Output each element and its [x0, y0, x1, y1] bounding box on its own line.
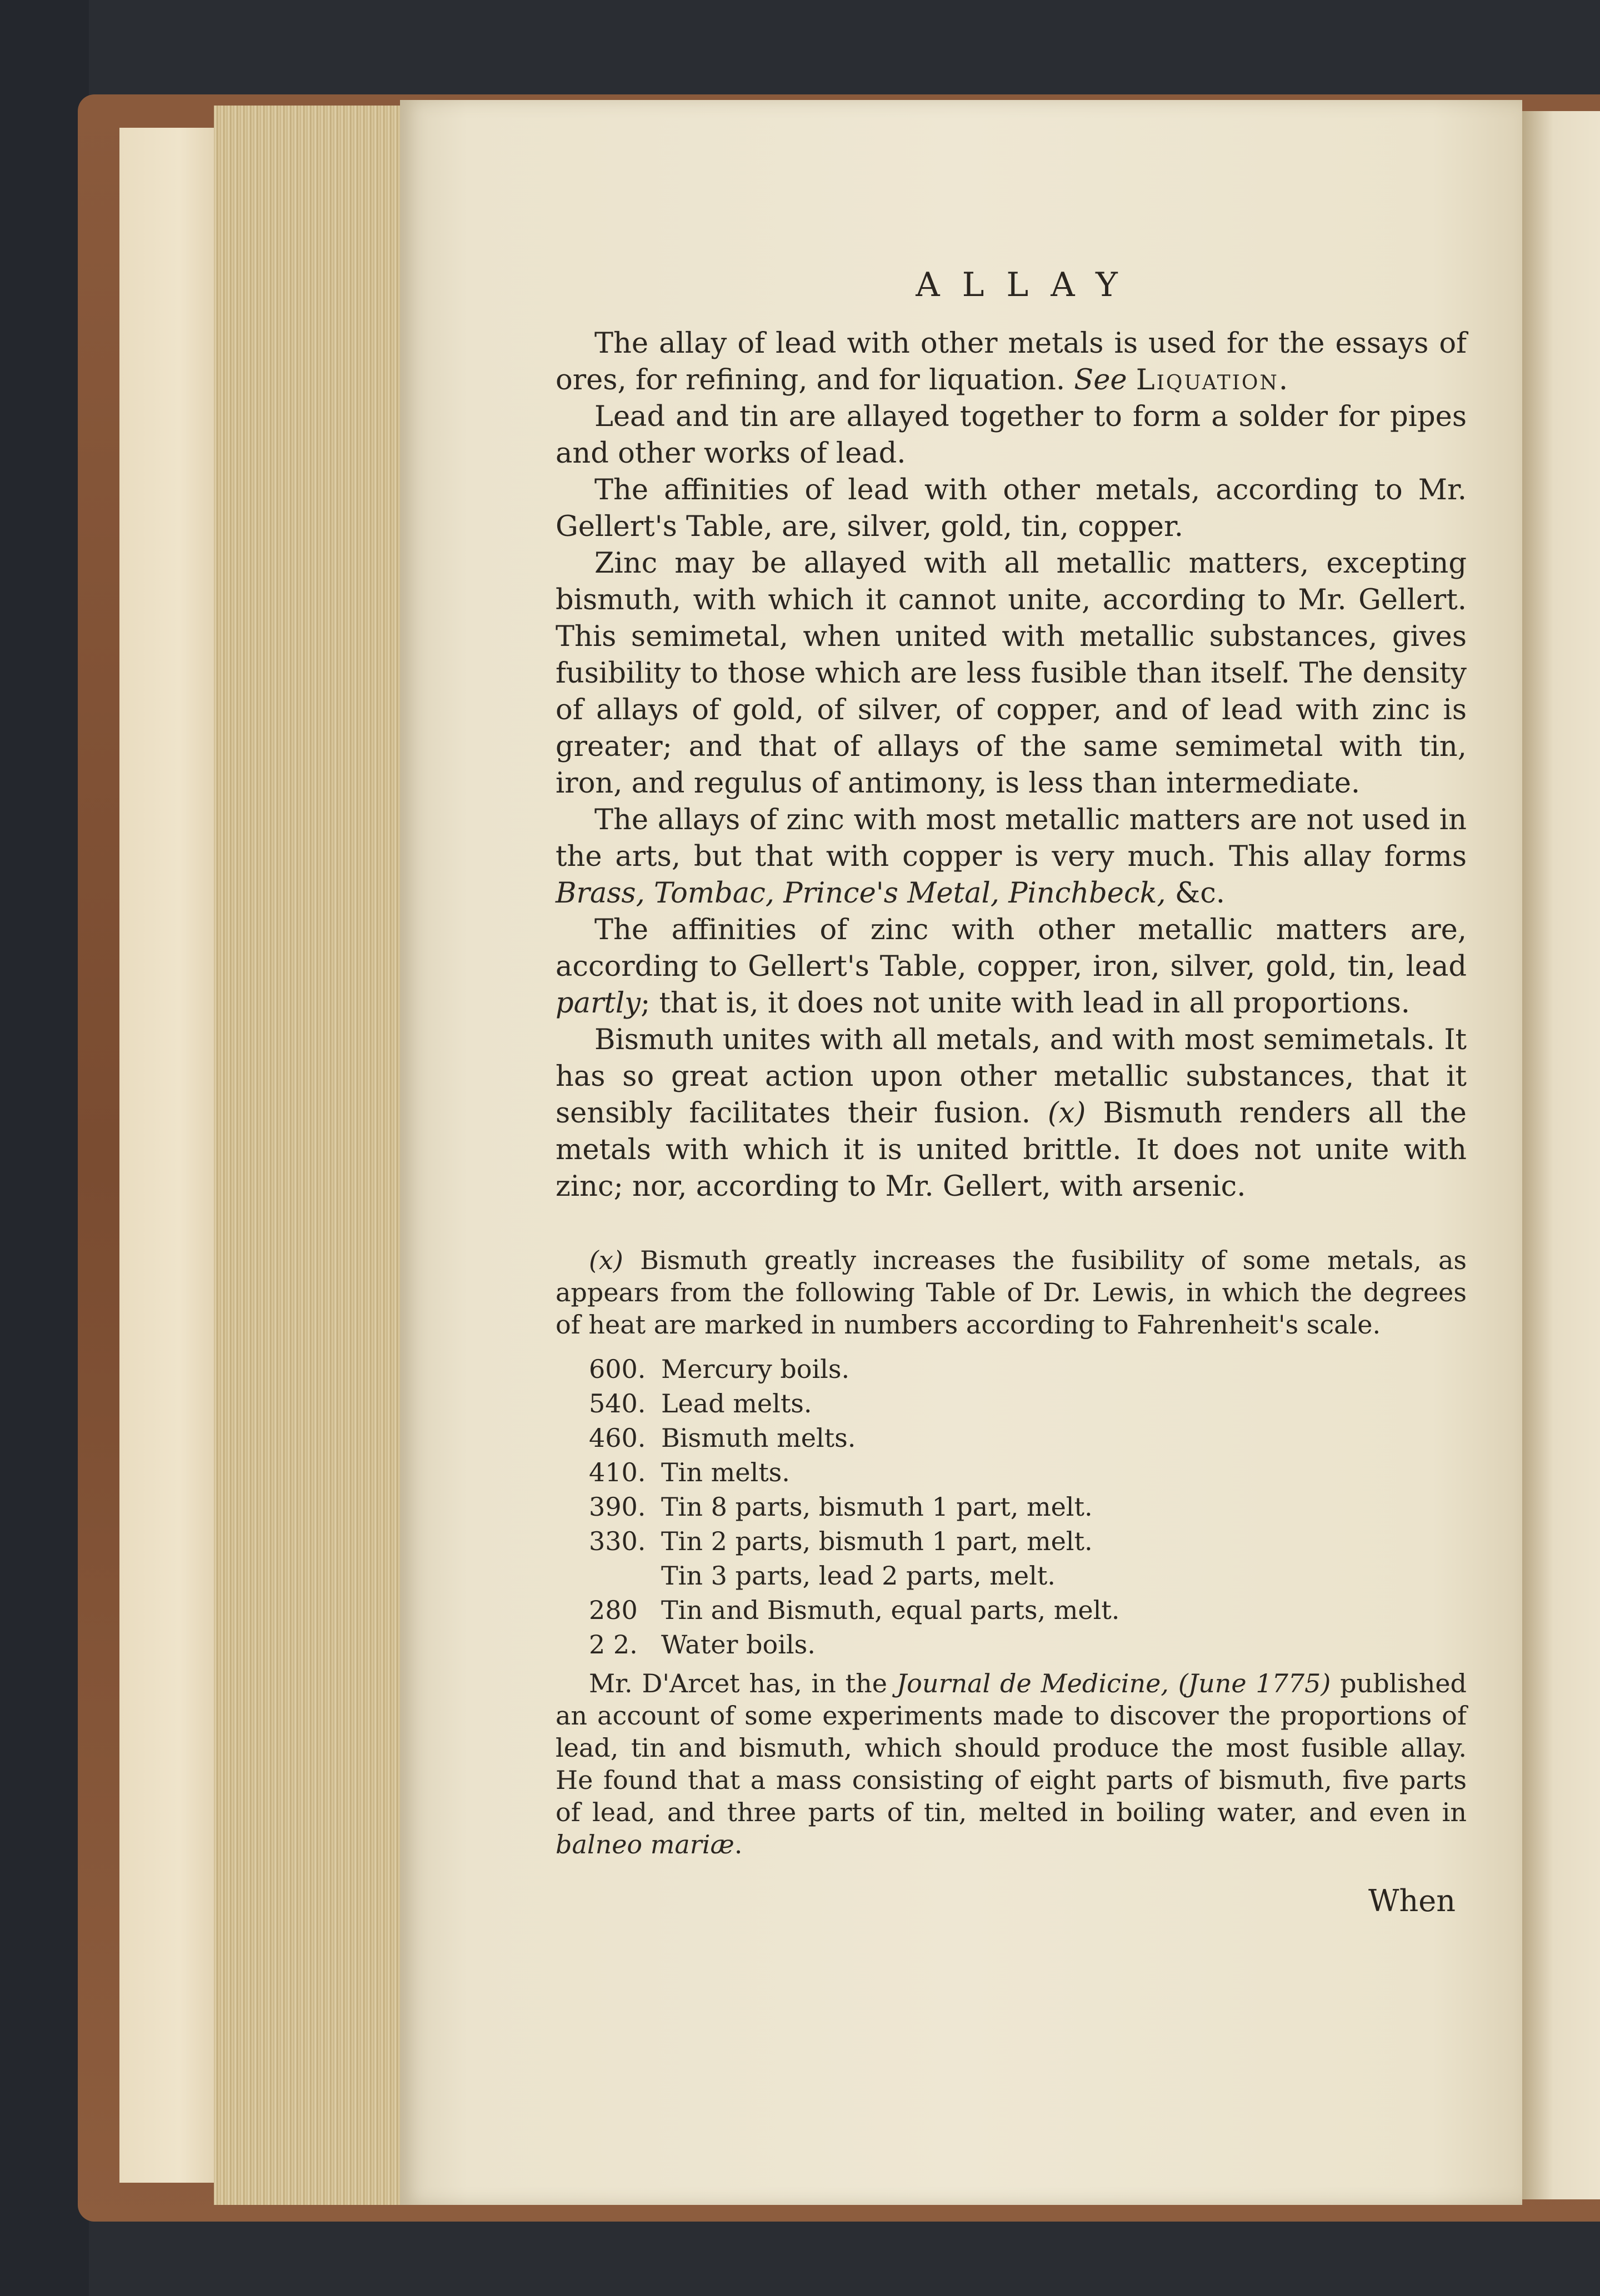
paragraph [556, 545, 1467, 802]
page-block-edges [214, 106, 406, 2205]
table-description: Lead melts. [661, 1388, 812, 1418]
text-run: The allay of lead with other metals is used for the essays of ores, for refining, and for liquation. [556, 327, 1467, 397]
footnote [556, 1244, 1467, 1861]
text-run: Zinc may be allayed with all metallic matters, excepting bismuth, with which it cannot unite, according to Mr. Gellert. This semimetal, when united with metallic substances, gives fusibility to those which are less fusible than itself. The density of allays of gold, of silver, of copper, and of lead with zinc is greater; and that of allays of the same semimetal with tin, iron, and regulus of antimony, is less than intermediate. [556, 547, 1467, 800]
italic-run: partly [556, 987, 641, 1020]
degrees-value: 280 [589, 1595, 638, 1625]
table-row [589, 1421, 1467, 1455]
running-header: ALLAY [916, 265, 1140, 304]
table-row [589, 1558, 1467, 1593]
text-run: Lead and tin are allayed together to form a solder for pipes and other works of lead. [556, 400, 1467, 470]
table-description: Tin melts. [661, 1457, 790, 1487]
footnote-intro [556, 1244, 1467, 1341]
paragraph [556, 399, 1467, 472]
background-cloth [0, 0, 89, 2296]
italic-run: Brass, Tombac, Prince's Metal, Pinchbeck, [556, 877, 1166, 910]
text-run: The affinities of lead with other metals, according to Mr. Gellert's Table, are, silver, gold, tin, copper. [556, 474, 1467, 543]
italic-run: See [1074, 364, 1136, 397]
endpaper [119, 128, 219, 2183]
footnote-marker: (x) [589, 1245, 623, 1275]
degrees-value: 540. [589, 1388, 646, 1418]
text-run: &c. [1166, 877, 1226, 910]
table-row [589, 1490, 1467, 1524]
footnote-marker: (x) [1047, 1097, 1086, 1130]
table-description: Mercury boils. [661, 1354, 850, 1384]
paragraph [556, 802, 1467, 912]
catchword: When [1368, 1883, 1456, 1918]
temperature-table [589, 1352, 1467, 1662]
page-content [556, 267, 1467, 1919]
text-run: ; that is, it does not unite with lead in all proportions. [641, 987, 1410, 1020]
table-description: Bismuth melts. [661, 1423, 856, 1453]
table-description: Tin 8 parts, bismuth 1 part, melt. [661, 1492, 1093, 1522]
degrees-value: 410. [589, 1457, 646, 1487]
table-description: Tin 3 parts, lead 2 parts, melt. [661, 1561, 1056, 1591]
facing-page-edge [1522, 111, 1600, 2199]
cross-reference: Liquation. [1136, 364, 1290, 397]
text-run: Bismuth unites with all metals, and with most semimetals. It has so great action upon other metallic substances, that it sensibly facilitates their fusion. [556, 1024, 1467, 1130]
text-run: published an account of some experiments made to discover the proportions of lead, tin and bismuth, which should produce the most fusible allay. He found that a mass consisting of eight parts of bismuth, five parts of lead, and three parts of tin, melted in boiling water, and even in [556, 1668, 1467, 1827]
paragraph [556, 472, 1467, 545]
table-description: Tin and Bismuth, equal parts, melt. [661, 1595, 1120, 1625]
paragraph [556, 912, 1467, 1022]
text-run: Mr. D'Arcet has, in the [589, 1668, 897, 1698]
table-row [589, 1627, 1467, 1662]
degrees-value: 460. [589, 1423, 646, 1453]
degrees-value: 600. [589, 1354, 646, 1384]
text-run: Bismuth renders all the metals with which it is united brittle. It does not unite with zinc; nor, according to Mr. Gellert, with arsenic. [556, 1097, 1467, 1203]
table-row [589, 1593, 1467, 1627]
table-description: Water boils. [661, 1630, 816, 1660]
degrees-value: 330. [589, 1526, 646, 1556]
footnote-paragraph [556, 1667, 1467, 1861]
text-run: Bismuth greatly increases the fusibility of some metals, as appears from the following Table of Dr. Lewis, in which the degrees of heat are marked in numbers according to Fahrenheit's scale. [556, 1245, 1467, 1340]
table-row [589, 1524, 1467, 1558]
table-description: Tin 2 parts, bismuth 1 part, melt. [661, 1526, 1093, 1556]
degrees-value: 2 2. [589, 1630, 638, 1660]
degrees-value [589, 1558, 661, 1593]
paragraph [556, 1022, 1467, 1205]
text-run: . [734, 1829, 743, 1859]
degrees-value: 390. [589, 1492, 646, 1522]
italic-run: Journal de Medicine, (June 1775) [896, 1668, 1331, 1698]
text-run: The affinities of zinc with other metallic matters are, according to Gellert's Table, copper, iron, silver, gold, tin, lead [556, 914, 1467, 983]
italic-run: balneo mariæ [556, 1829, 734, 1859]
text-run: The allays of zinc with most metallic matters are not used in the arts, but that with copper is very much. This allay forms [556, 804, 1467, 873]
table-row [589, 1455, 1467, 1490]
paragraph [556, 325, 1467, 399]
table-row [589, 1386, 1467, 1421]
table-row [589, 1352, 1467, 1386]
